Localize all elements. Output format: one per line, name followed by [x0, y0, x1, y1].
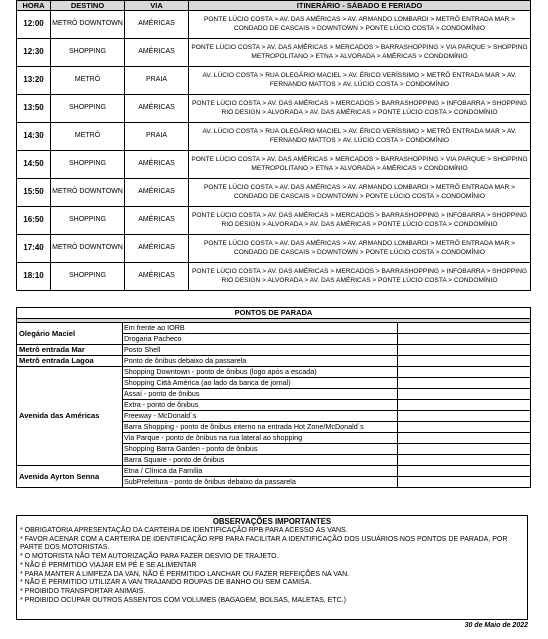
schedule-time: 16:50 — [17, 207, 51, 235]
schedule-destination: METRÔ DOWNTOWN — [51, 235, 125, 263]
schedule-itinerary: PONTE LÚCIO COSTA > AV. DAS AMÉRICAS > MERCADOS > BARRASHOPPING > INFOBARRA > SHOPPING RIO DESIGN > ALVORADA > AV. DAS AMÉRICAS > PONTE LÚCIO COSTA > CONDOMÍNIO — [189, 207, 531, 235]
schedule-destination: METRÔ DOWNTOWN — [51, 179, 125, 207]
observation-item: * NÃO É PERMITIDO VIAJAR EM PÉ E SE ALIMENTAR — [20, 561, 197, 569]
header-destino: DESTINO — [51, 1, 125, 11]
schedule-itinerary: PONTE LÚCIO COSTA > AV. DAS AMÉRICAS > MERCADOS > BARRASHOPPING > VIA PARQUE > SHOPPING METROPOLITANO > ETNA > ALVORADA > AMÉRICAS > CONDOMÍNIO — [189, 39, 531, 67]
stop-row — [17, 345, 531, 356]
observation-item: * FAVOR ACENAR COM A CARTEIRA DE IDENTIFICAÇÃO RPB PARA FACILITAR A IDENTIFICAÇÃO DOS USUÁRIOS NOS PONTOS DE PARADA, POR PARTE DOS MOTORISTAS. — [20, 535, 508, 552]
stop-place: Metrô entrada Mar — [17, 345, 123, 356]
schedule-time: 14:50 — [17, 151, 51, 179]
schedule-row — [17, 151, 531, 179]
schedule-destination: SHOPPING — [51, 263, 125, 291]
stop-blank-cell — [398, 334, 531, 345]
stop-point: Etna / Clínica da Família — [123, 466, 398, 477]
schedule-via: AMÉRICAS — [125, 263, 189, 291]
schedule-header-row — [17, 1, 531, 11]
stop-place: Avenida das Américas — [17, 367, 123, 466]
schedule-row — [17, 95, 531, 123]
observations-box — [16, 515, 528, 620]
observation-item: * PARA MANTER A LIMPEZA DA VAN, NÃO É PERMITIDO LANCHAR OU FAZER REFEIÇÕES NA VAN. — [20, 570, 350, 578]
schedule-destination: SHOPPING — [51, 39, 125, 67]
schedule-via: AMÉRICAS — [125, 179, 189, 207]
stop-row — [17, 466, 531, 477]
schedule-row — [17, 207, 531, 235]
stop-blank-cell — [398, 378, 531, 389]
schedule-destination: SHOPPING — [51, 207, 125, 235]
stop-point: Drogaria Pacheco — [123, 334, 398, 345]
schedule-table — [16, 0, 531, 291]
stop-row — [17, 323, 531, 334]
schedule-destination: METRÔ DOWNTOWN — [51, 11, 125, 39]
schedule-time: 17:40 — [17, 235, 51, 263]
schedule-destination: METRÔ — [51, 123, 125, 151]
stop-blank-cell — [398, 323, 531, 334]
stop-blank-cell — [398, 433, 531, 444]
schedule-itinerary: PONTE LÚCIO COSTA > AV. DAS AMÉRICAS > AV. ARMANDO LOMBARDI > METRÔ ENTRADA MAR > CONDADO DE CASCAIS > DOWNTOWN > PONTE LÚCIO COSTA > CONDOMÍNIO — [189, 179, 531, 207]
stop-blank-cell — [398, 345, 531, 356]
stop-blank-cell — [398, 444, 531, 455]
schedule-itinerary: AV. LÚCIO COSTA > RUA OLEGÁRIO MACIEL > AV. ÉRICO VERÍSSIMO > METRÔ ENTRADA MAR > AV. FERNANDO MATTOS > AV. LÚCIO COSTA > CONDOMÍNIO — [189, 67, 531, 95]
stop-blank-cell — [398, 411, 531, 422]
schedule-itinerary: PONTE LÚCIO COSTA > AV. DAS AMÉRICAS > MERCADOS > BARRASHOPPING > VIA PARQUE > SHOPPING METROPOLITANO > ETNA > ALVORADA > AMÉRICAS > CONDOMÍNIO — [189, 151, 531, 179]
schedule-row — [17, 67, 531, 95]
stop-point: Shopping Città América (ao lado da banca de jornal) — [123, 378, 398, 389]
observation-item: * OBRIGATÓRIA APRESENTAÇÃO DA CARTEIRA DE IDENTIFICAÇÃO RPB PARA ACESSO ÀS VANS. — [20, 527, 348, 534]
header-itinerario: ITINERÁRIO - SÁBADO E FERIADO — [189, 1, 531, 11]
stops-header-row — [17, 308, 531, 319]
schedule-via: AMÉRICAS — [125, 207, 189, 235]
stop-row — [17, 367, 531, 378]
stop-point: Barra Square - ponto de ônibus — [123, 455, 398, 466]
stop-blank-cell — [398, 466, 531, 477]
stop-blank-cell — [398, 367, 531, 378]
observations-title: OBSERVAÇÕES IMPORTANTES — [212, 517, 332, 526]
observation-item: * O MOTORISTA NÃO TEM AUTORIZAÇÃO PARA FAZER DESVIO DE TRAJETO. — [20, 553, 279, 561]
schedule-row — [17, 235, 531, 263]
schedule-time: 13:20 — [17, 67, 51, 95]
schedule-time: 13:50 — [17, 95, 51, 123]
header-hora: HORA — [17, 1, 51, 11]
document-date: 30 de Maio de 2022 — [464, 622, 528, 629]
schedule-row — [17, 179, 531, 207]
stop-place: Metrô entrada Lagoa — [17, 356, 123, 367]
schedule-itinerary: PONTE LÚCIO COSTA > AV. DAS AMÉRICAS > AV. ARMANDO LOMBARDI > METRÔ ENTRADA MAR > CONDADO DE CASCAIS > DOWNTOWN > PONTE LÚCIO COSTA > CONDOMÍNIO — [189, 11, 531, 39]
observation-item: * NÃO É PERMITIDO UTILIZAR A VAN TRAJANDO ROUPAS DE BANHO OU SEM CAMISA. — [20, 579, 312, 587]
schedule-row — [17, 263, 531, 291]
schedule-time: 18:10 — [17, 263, 51, 291]
schedule-row — [17, 39, 531, 67]
stop-point: Barra Shopping - ponto de ônibus interno na entrada Hot Zone/McDonald´s — [123, 422, 398, 433]
stop-place: Olegário Maciel — [17, 323, 123, 345]
stop-point: Em frente ao IORB — [123, 323, 398, 334]
stop-point: SubPrefeitura - ponto de ônibus debaixo da passarela — [123, 477, 398, 488]
schedule-via: AMÉRICAS — [125, 11, 189, 39]
stop-point: Shopping Downtown - ponto de ônibus (logo após a escada) — [123, 367, 398, 378]
stops-title: PONTOS DE PARADA — [17, 308, 531, 319]
schedule-via: PRAIA — [125, 67, 189, 95]
observation-item: * PROIBIDO OCUPAR OUTROS ASSENTOS COM VOLUMES (BAGAGEM, BOLSAS, MALETAS, ETC.) — [20, 596, 346, 604]
schedule-row — [17, 123, 531, 151]
stop-blank-cell — [398, 400, 531, 411]
stop-place: Avenida Ayrton Senna — [17, 466, 123, 488]
schedule-itinerary: PONTE LÚCIO COSTA > AV. DAS AMÉRICAS > AV. ARMANDO LOMBARDI > METRÔ ENTRADA MAR > CONDADO DE CASCAIS > DOWNTOWN > PONTE LÚCIO COSTA > CONDOMÍNIO — [189, 235, 531, 263]
schedule-destination: SHOPPING — [51, 95, 125, 123]
schedule-destination: SHOPPING — [51, 151, 125, 179]
schedule-via: AMÉRICAS — [125, 39, 189, 67]
schedule-itinerary: PONTE LÚCIO COSTA > AV. DAS AMÉRICAS > MERCADOS > BARRASHOPPING > INFOBARRA > SHOPPING RIO DESIGN > ALVORADA > AV. DAS AMÉRICAS > PONTE LÚCIO COSTA > CONDOMÍNIO — [189, 95, 531, 123]
stops-table — [16, 307, 531, 488]
schedule-via: AMÉRICAS — [125, 235, 189, 263]
stop-point: Assaí - ponto de ônibus — [123, 389, 398, 400]
stop-blank-cell — [398, 455, 531, 466]
stop-point: Shopping Barra Garden - ponto de ônibus — [123, 444, 398, 455]
stop-blank-cell — [398, 356, 531, 367]
stop-row — [17, 356, 531, 367]
stops-body — [17, 323, 531, 488]
schedule-itinerary: AV. LÚCIO COSTA > RUA OLEGÁRIO MACIEL > AV. ÉRICO VERÍSSIMO > METRÔ ENTRADA MAR > AV. FERNANDO MATTOS > AV. LÚCIO COSTA > CONDOMÍNIO — [189, 123, 531, 151]
schedule-via: PRAIA — [125, 123, 189, 151]
stop-point: Ponto de ônibus debaixo da passarela — [123, 356, 398, 367]
stop-point: Via Parque - ponto de ônibus na rua lateral ao shopping — [123, 433, 398, 444]
stop-point: Extra - ponto de ônibus — [123, 400, 398, 411]
observations-list — [17, 527, 527, 605]
schedule-via: AMÉRICAS — [125, 151, 189, 179]
stop-blank-cell — [398, 477, 531, 488]
observation-item: * PROIBIDO TRANSPORTAR ANIMAIS. — [20, 587, 146, 595]
schedule-itinerary: PONTE LÚCIO COSTA > AV. DAS AMÉRICAS > MERCADOS > BARRASHOPPING > INFOBARRA > SHOPPING RIO DESIGN > ALVORADA > AV. DAS AMÉRICAS > PONTE LÚCIO COSTA > CONDOMÍNIO — [189, 263, 531, 291]
schedule-time: 12:30 — [17, 39, 51, 67]
stop-point: Posto Shell — [123, 345, 398, 356]
schedule-body — [17, 11, 531, 291]
schedule-via: AMÉRICAS — [125, 95, 189, 123]
stop-blank-cell — [398, 422, 531, 433]
schedule-destination: METRÔ — [51, 67, 125, 95]
schedule-time: 15:50 — [17, 179, 51, 207]
schedule-row — [17, 11, 531, 39]
header-via: VIA — [125, 1, 189, 11]
stop-point: Freeway - McDonald´s — [123, 411, 398, 422]
stop-blank-cell — [398, 389, 531, 400]
schedule-time: 14:30 — [17, 123, 51, 151]
schedule-time: 12:00 — [17, 11, 51, 39]
